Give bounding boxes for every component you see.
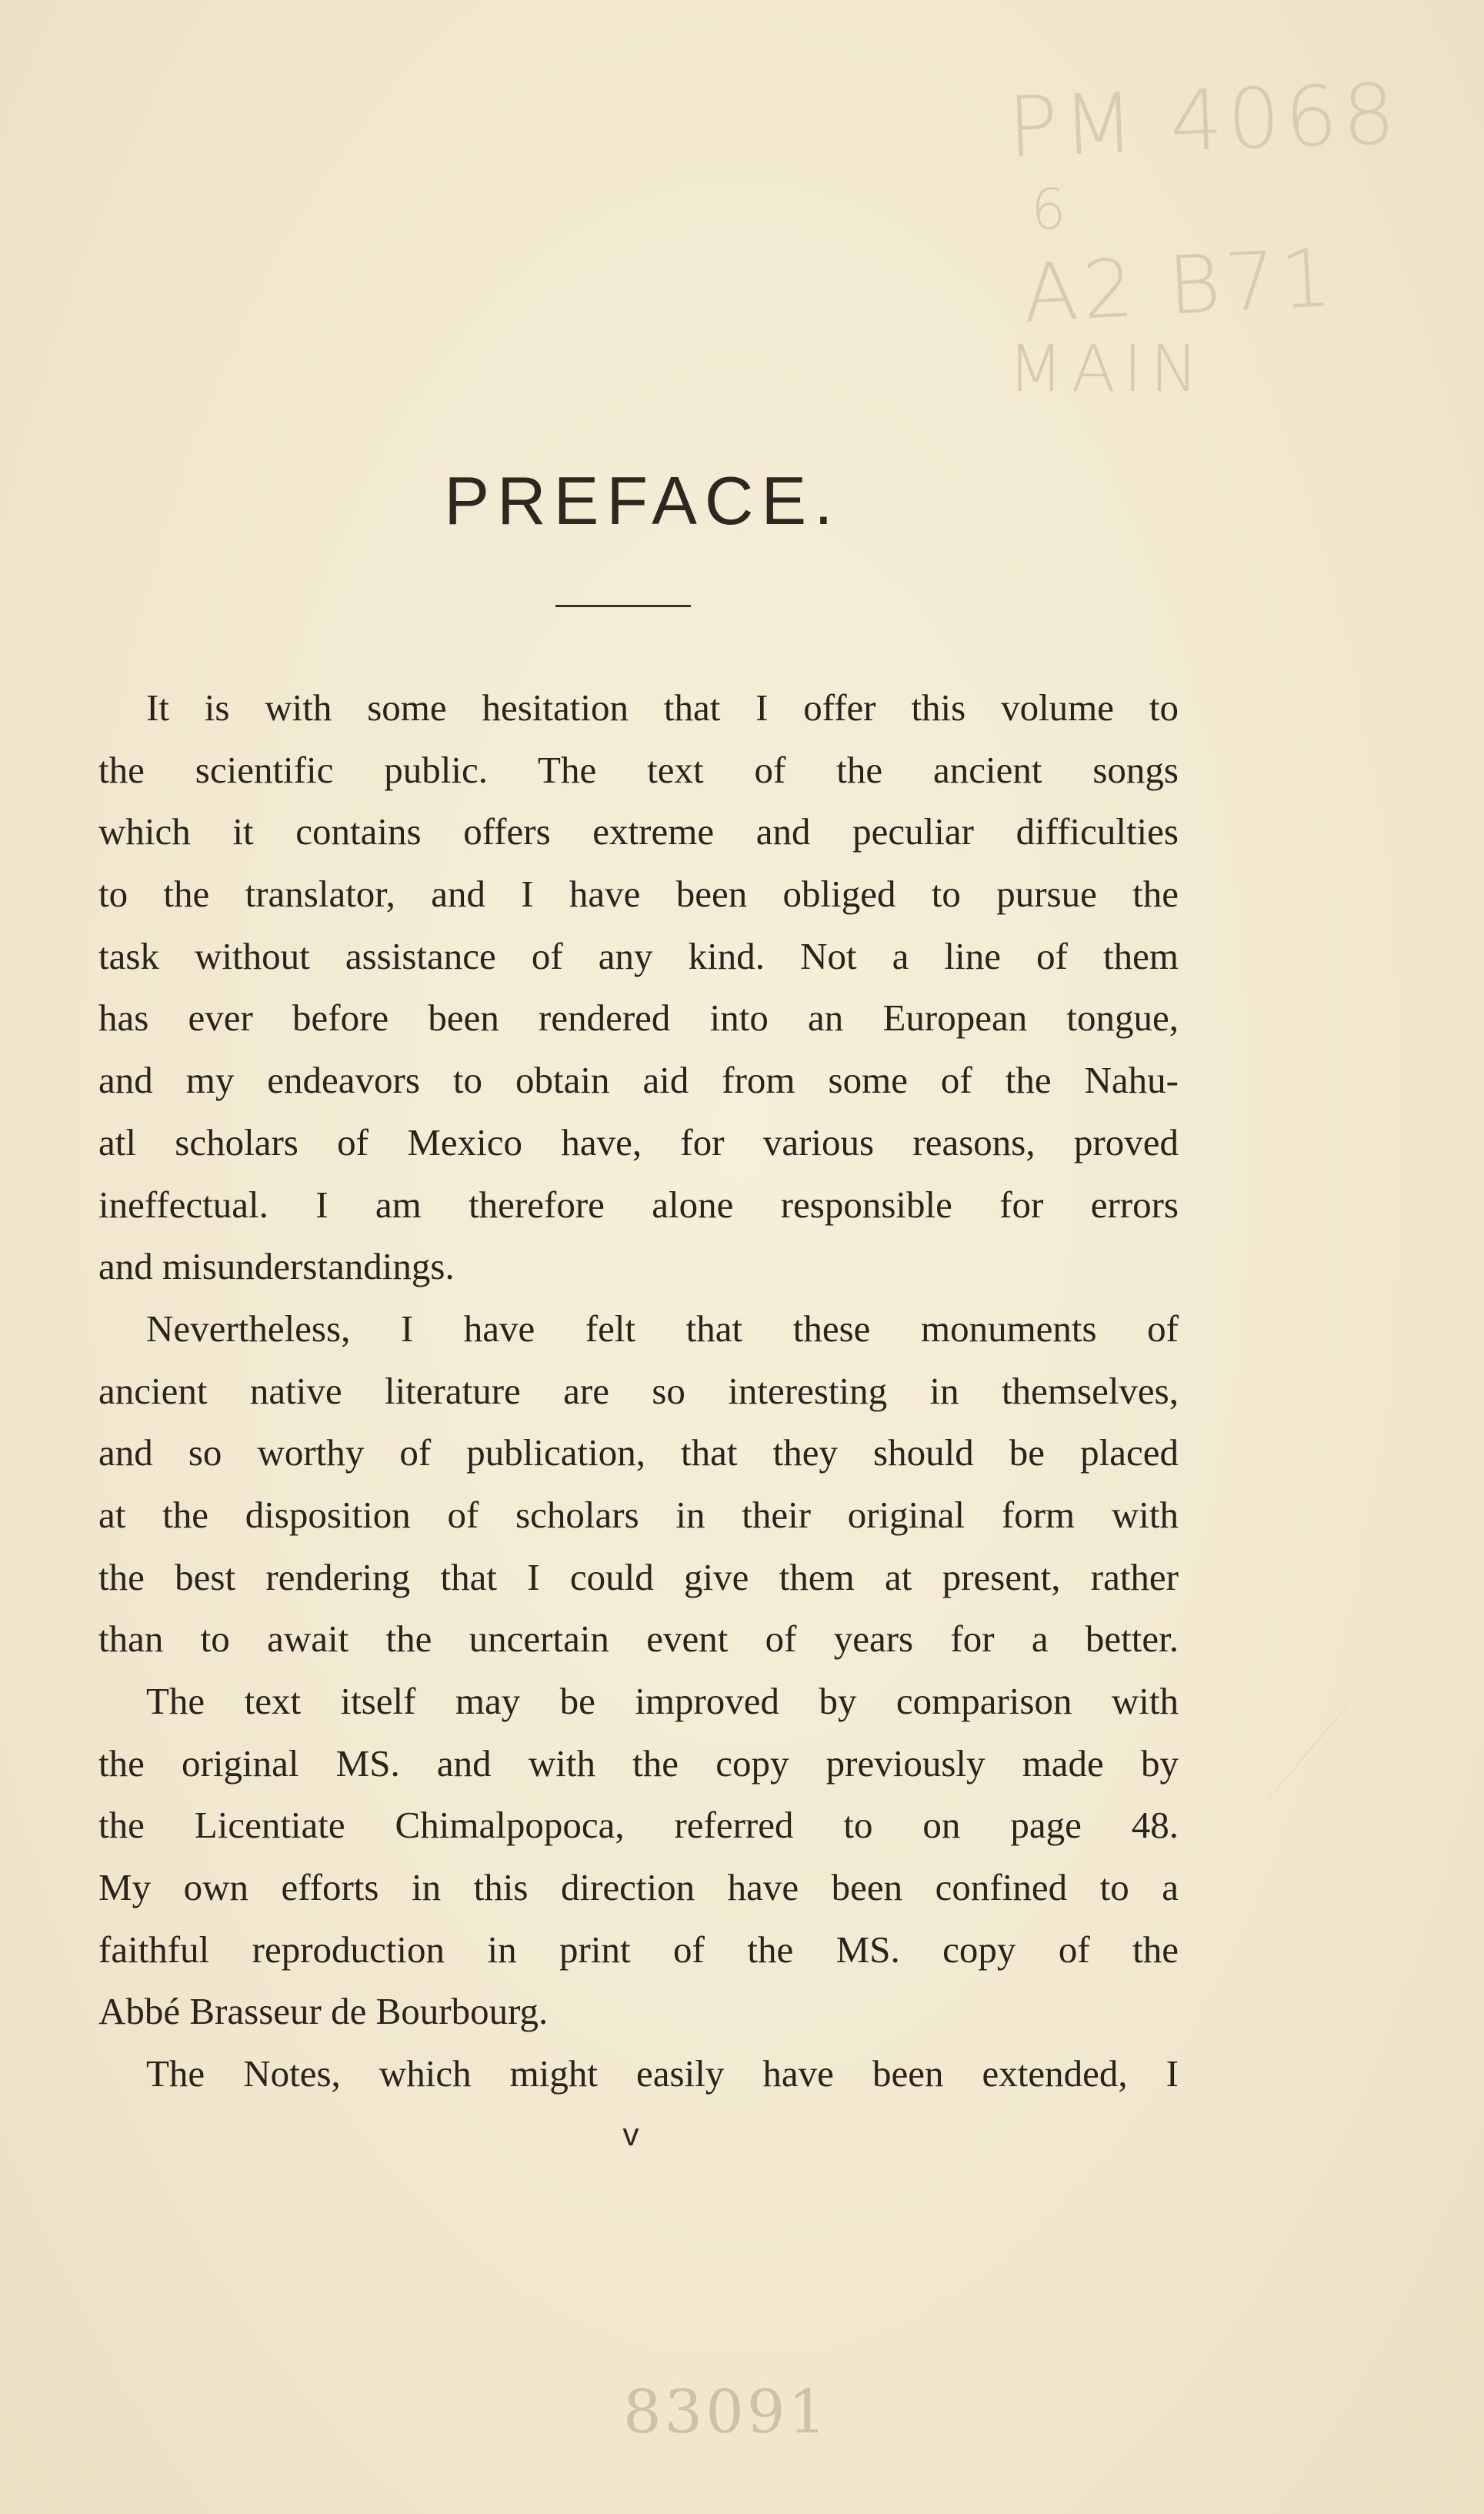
text-line: and so worthy of publication, that they should be placed [98,1431,1179,1474]
text-line: The Notes, which might easily have been extended, I [146,2052,1179,2095]
text-line: to the translator, and I have been obliged to pursue the [98,873,1179,916]
text-line: the scientific public. The text of the ancient songs [98,748,1179,791]
text-line: faithful reproduction in print of the MS. copy of the [98,1928,1179,1971]
text-line: than to await the uncertain event of years for a better. [98,1618,1179,1661]
text-line: ineffectual. I am therefore alone responsible for errors [98,1183,1179,1226]
library-call-number: PM 4068 [1005,66,1402,176]
text-line: Nevertheless, I have felt that these monuments of [146,1307,1179,1350]
text-line: The text itself may be improved by comparison with [146,1680,1179,1722]
text-line: My own efforts in this direction have been confined to a [98,1866,1179,1909]
text-line: the best rendering that I could give them at present, rather [98,1555,1179,1598]
preface-body [98,677,1179,2105]
accession-stamp: 83091 [623,2378,830,2447]
text-line: ancient native literature are so interesting in themselves, [98,1369,1179,1412]
paper-crease [1267,1693,1357,1800]
text-line: at the disposition of scholars in their original form with [98,1493,1179,1536]
text-line: the original MS. and with the copy previously made by [98,1741,1179,1785]
library-mark-digit: 6 [1031,177,1071,242]
text-line: and misunderstandings. [98,1245,455,1288]
text-line: the Licentiate Chimalpopoca, referred to on page 48. [98,1804,1179,1847]
text-line: which it contains offers extreme and peculiar difficulties [98,810,1179,853]
text-line: Abbé Brasseur de Bourbourg. [98,1990,549,2033]
text-line: atl scholars of Mexico have, for various reasons, proved [98,1120,1179,1164]
library-shelf-mark: A2 B71 [1021,230,1339,341]
page-title: PREFACE. [444,462,841,539]
text-line: and my endeavors to obtain aid from some of the Nahu- [98,1059,1179,1102]
text-line: has ever before been rendered into an European tongue, [98,997,1179,1040]
text-line: It is with some hesitation that I offer this volume to [146,686,1179,729]
text-line: task without assistance of any kind. Not a line of them [98,934,1179,977]
library-location-mark: MAIN [1008,331,1206,406]
page-number: v [622,2116,639,2152]
title-divider [555,605,691,607]
